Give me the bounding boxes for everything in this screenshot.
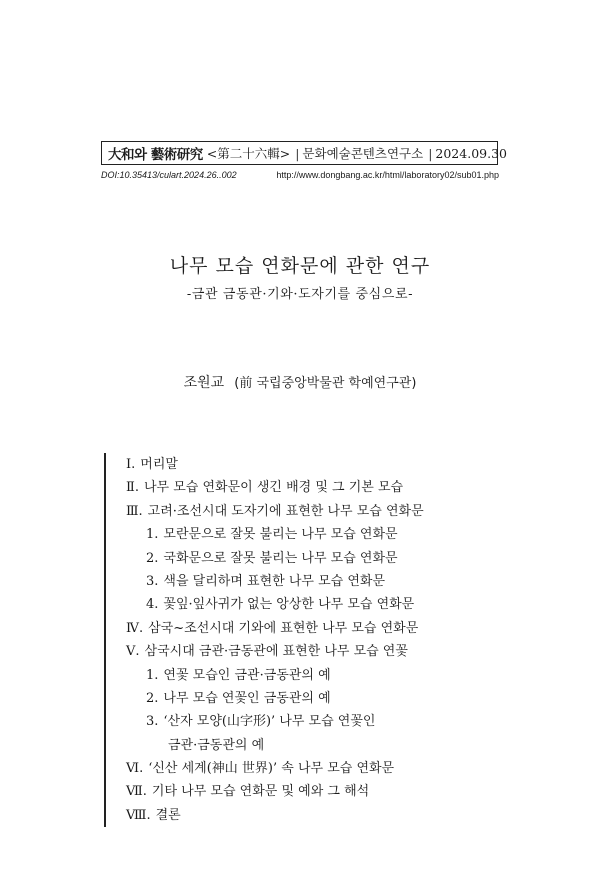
toc-item-text: 나무 모습 연꽃인 금동관의 예: [163, 690, 331, 706]
toc-item-number: 4.: [146, 597, 159, 613]
toc-item-number: 1.: [146, 527, 159, 543]
toc-item-text: 연꽃 모습인 금관·금동관의 예: [163, 667, 331, 683]
table-of-contents: [104, 453, 506, 827]
toc-item: [106, 547, 506, 570]
toc-item-text: 결론: [155, 807, 181, 823]
toc-item-text: 국화문으로 잘못 불리는 나무 모습 연화문: [163, 550, 398, 566]
toc-item: [106, 570, 506, 593]
toc-item: [106, 640, 506, 663]
toc-item: [106, 617, 506, 640]
toc-item-text: 삼국시대 금관·금동관에 표현한 나무 모습 연꽃: [144, 644, 408, 660]
toc-item-text: 색을 달리하며 표현한 나무 모습 연화문: [163, 573, 385, 589]
author-line: [0, 372, 600, 392]
journal-header: [101, 141, 507, 165]
toc-item-number: 3.: [146, 714, 159, 730]
toc-item: [106, 710, 506, 733]
toc-item-number: 2.: [146, 550, 159, 566]
toc-item-number: 1.: [146, 667, 159, 683]
toc-item: [106, 734, 506, 757]
paper-subtitle: -금관 금동관·기와·도자기를 중심으로-: [186, 287, 414, 302]
toc-item-number: 2.: [146, 690, 159, 706]
toc-item-text: 기타 나무 모습 연화문 및 예와 그 해석: [151, 784, 370, 800]
paper-title: 나무 모습 연화문에 관한 연구: [169, 255, 431, 277]
toc-item: [106, 593, 506, 616]
toc-item-text: 머리말: [140, 457, 178, 472]
toc-item: [106, 664, 506, 687]
journal-logo: 大和와 藝術研究: [108, 147, 203, 163]
toc-item: [106, 687, 506, 710]
author-affiliation: (前 국립중앙박물관 학예연구관): [234, 376, 417, 391]
toc-item-text: 금관·금동관의 예: [168, 737, 265, 753]
toc-item-text: ‘산자 모양(山字形)’ 나무 모습 연꽃인: [163, 714, 376, 730]
toc-item-number: 3.: [146, 573, 159, 589]
toc-item: [106, 804, 506, 827]
doi-text: DOI:10.35413/culart.2024.26..002: [101, 170, 237, 180]
author-name: 조원교: [183, 375, 225, 391]
header-separator: |: [295, 145, 300, 161]
journal-date: 2024.09.30: [435, 145, 507, 161]
toc-item-number: Ⅷ.: [126, 807, 151, 823]
toc-item: [106, 476, 506, 499]
toc-item-number: Ⅲ.: [126, 503, 143, 519]
toc-item: [106, 780, 506, 803]
toc-item-text: 삼국~조선시대 기와에 표현한 나무 모습 연화문: [148, 620, 419, 636]
toc-item-text: 나무 모습 연화문이 생긴 배경 및 그 기본 모습: [143, 480, 404, 496]
toc-item-text: 모란문으로 잘못 불리는 나무 모습 연화문: [163, 527, 398, 543]
toc-item-number: Ⅵ.: [126, 761, 144, 777]
toc-item-number: Ⅶ.: [126, 784, 147, 800]
toc-item-text: ‘신산 세계(神山 世界)’ 속 나무 모습 연화문: [148, 761, 395, 777]
toc-item: [106, 523, 506, 546]
journal-issue: <第二十六輯>: [206, 146, 291, 161]
toc-item-number: Ⅰ.: [126, 457, 136, 472]
header-separator: |: [428, 145, 433, 161]
journal-publisher: 문화예술콘텐츠연구소: [302, 146, 424, 161]
toc-item: [106, 453, 506, 476]
toc-item-text: 고려·조선시대 도자기에 표현한 나무 모습 연화문: [147, 503, 424, 519]
toc-item-text: 꽃잎·잎사귀가 없는 앙상한 나무 모습 연화문: [163, 597, 415, 613]
journal-url: http://www.dongbang.ac.kr/html/laboratory02/sub01.php: [276, 170, 499, 180]
toc-item-number: Ⅱ.: [126, 480, 139, 496]
toc-item-number: Ⅳ.: [126, 620, 144, 636]
toc-item: [106, 757, 506, 780]
toc-item-number: Ⅴ.: [126, 644, 140, 660]
toc-item: [106, 500, 506, 523]
